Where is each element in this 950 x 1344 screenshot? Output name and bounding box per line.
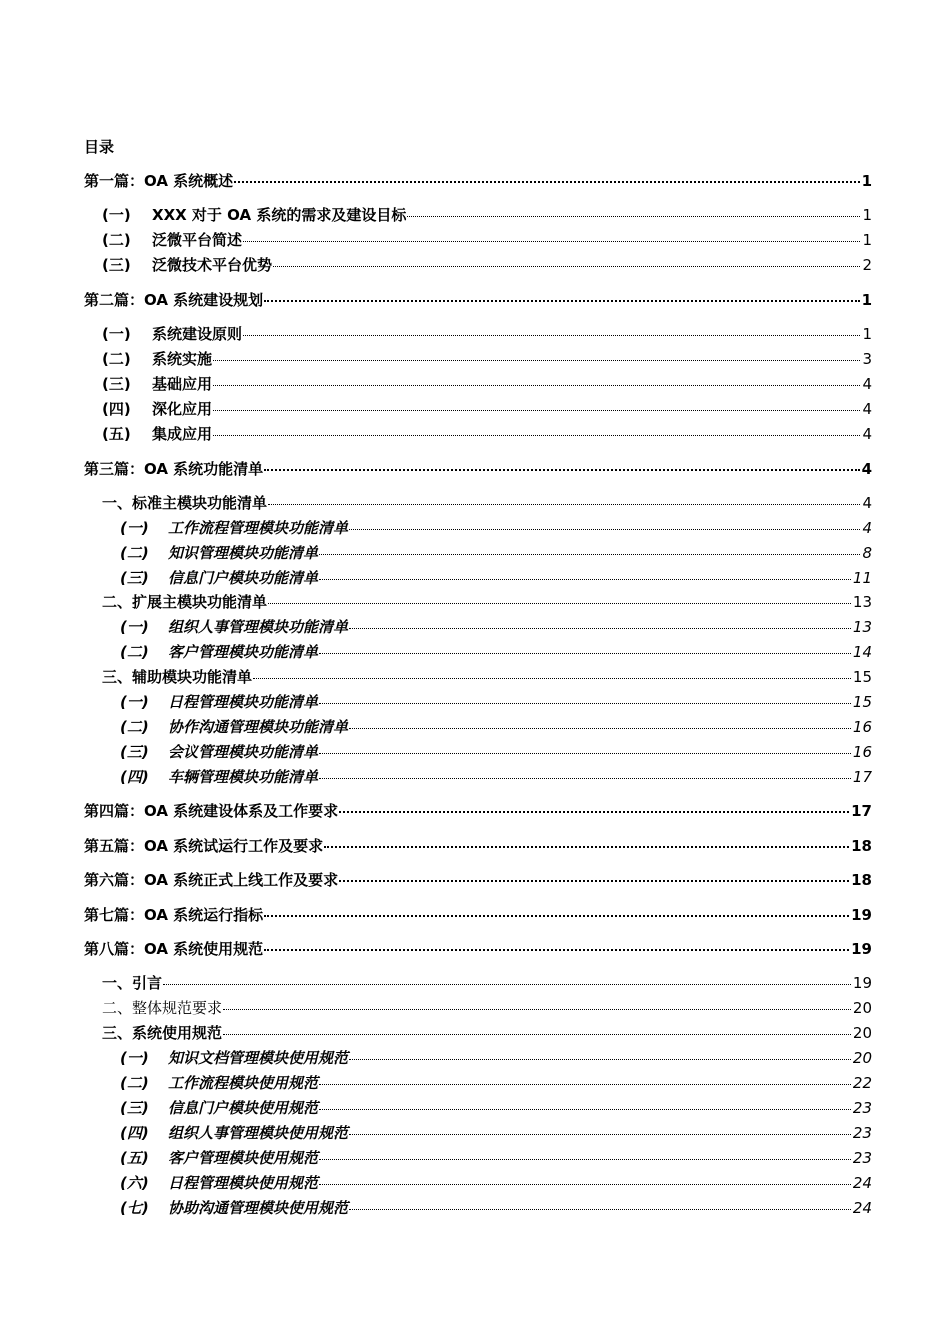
toc-page-number: 19 [851, 940, 872, 958]
toc-entry[interactable] [120, 1123, 872, 1143]
toc-page-number: 23 [852, 1149, 872, 1167]
toc-entry[interactable] [102, 399, 872, 419]
toc-entry-number: (三) [102, 375, 131, 393]
toc-entry-number: (二) [120, 1074, 149, 1092]
toc-page-number: 15 [852, 668, 872, 686]
toc-page-number: 20 [852, 999, 872, 1017]
toc-entry[interactable] [84, 939, 872, 959]
toc-page-number: 16 [852, 718, 872, 736]
toc-page-number: 17 [852, 768, 872, 786]
toc-entry[interactable] [84, 836, 872, 856]
toc-entry[interactable] [120, 617, 872, 637]
toc-dot-leader [264, 949, 849, 951]
toc-page-number: 1 [861, 291, 872, 309]
toc-entry-number: (三) [120, 1099, 149, 1117]
toc-entry-text: 日程管理模块功能清单 [168, 693, 319, 711]
toc-dot-leader [268, 504, 860, 505]
toc-entry[interactable] [120, 1148, 872, 1168]
toc-dot-leader [234, 181, 859, 183]
toc-entry-text: 第七篇：OA 系统运行指标 [84, 906, 264, 924]
toc-dot-leader [349, 728, 851, 729]
toc-entry-number: (一) [102, 206, 131, 224]
toc-page-number: 15 [852, 693, 872, 711]
toc-dot-leader [319, 753, 851, 754]
toc-entry-number: (七) [120, 1199, 149, 1217]
toc-page-number: 4 [862, 519, 872, 537]
toc-entry[interactable] [120, 568, 872, 588]
toc-entry-text: 第三篇：OA 系统功能清单 [84, 460, 264, 478]
toc-dot-leader [319, 778, 851, 779]
toc-entry[interactable] [120, 1073, 872, 1093]
toc-entry-text: 信息门户模块使用规范 [168, 1099, 319, 1117]
toc-dot-leader [273, 266, 860, 267]
toc-entry-text: 第八篇：OA 系统使用规范 [84, 940, 264, 958]
toc-entry-text: 第二篇：OA 系统建设规划 [84, 291, 264, 309]
toc-entry-number: (三) [102, 256, 131, 274]
toc-entry[interactable] [120, 692, 872, 712]
toc-page-number: 16 [852, 743, 872, 761]
toc-entry-text: 协助沟通管理模块使用规范 [168, 1199, 349, 1217]
toc-page-number: 24 [852, 1199, 872, 1217]
toc-entry-number: (一) [102, 325, 131, 343]
toc-dot-leader [264, 300, 859, 302]
toc-entry[interactable] [102, 1023, 872, 1043]
toc-entry-text: 一、标准主模块功能清单 [102, 494, 268, 512]
toc-entry-number: (二) [102, 231, 131, 249]
toc-entry[interactable] [120, 767, 872, 787]
toc-entry[interactable] [120, 1173, 872, 1193]
toc-entry-text: XXX 对于 OA 系统的需求及建设目标 [152, 206, 407, 224]
toc-entry[interactable] [120, 742, 872, 762]
toc-page-number: 4 [862, 425, 872, 443]
toc-entry-text: 三、辅助模块功能清单 [102, 668, 253, 686]
toc-page-number: 3 [862, 350, 872, 368]
toc-dot-leader [319, 1184, 851, 1185]
toc-page-number: 1 [862, 231, 872, 249]
toc-dot-leader [213, 435, 860, 436]
toc-page-number: 20 [852, 1049, 872, 1067]
toc-entry-number: (三) [120, 569, 149, 587]
toc-dot-leader [319, 1159, 851, 1160]
toc-dot-leader [213, 410, 860, 411]
toc-entry-text: 车辆管理模块功能清单 [168, 768, 319, 786]
toc-entry-text: 二、整体规范要求 [102, 999, 223, 1017]
toc-page-number: 19 [852, 974, 872, 992]
toc-entry[interactable] [102, 255, 872, 275]
toc-entry-text: 第五篇：OA 系统试运行工作及要求 [84, 837, 324, 855]
toc-entry[interactable] [84, 870, 872, 890]
toc-dot-leader [349, 1209, 851, 1210]
toc-entry-text: 知识文档管理模块使用规范 [168, 1049, 349, 1067]
toc-dot-leader [264, 469, 859, 471]
toc-entry-number: (一) [120, 519, 149, 537]
toc-entry-number: (五) [102, 425, 131, 443]
toc-dot-leader [349, 1134, 851, 1135]
toc-entry-text: 三、系统使用规范 [102, 1024, 223, 1042]
toc-dot-leader [349, 529, 860, 530]
toc-dot-leader [407, 216, 860, 217]
toc-entry-number: (四) [120, 768, 149, 786]
toc-entry-text: 深化应用 [152, 400, 213, 418]
toc-dot-leader [253, 678, 851, 679]
toc-dot-leader [268, 603, 851, 604]
toc-entry[interactable] [120, 518, 872, 538]
toc-entry[interactable] [102, 205, 872, 225]
toc-dot-leader [324, 846, 849, 848]
toc-dot-leader [243, 335, 860, 336]
toc-entry-text: 泛微技术平台优势 [152, 256, 273, 274]
toc-dot-leader [213, 360, 860, 361]
toc-entry-number: (一) [120, 618, 149, 636]
toc-title: 目录 [84, 138, 115, 156]
toc-dot-leader [319, 1084, 851, 1085]
toc-entry[interactable] [102, 324, 872, 344]
toc-page-number: 13 [852, 593, 872, 611]
toc-entry-text: 集成应用 [152, 425, 213, 443]
toc-entry-number: (二) [120, 718, 149, 736]
toc-dot-leader [349, 1059, 851, 1060]
toc-entry-text: 协作沟通管理模块功能清单 [168, 718, 349, 736]
toc-entry-text: 系统建设原则 [152, 325, 243, 343]
toc-entry-number: (一) [120, 1049, 149, 1067]
toc-entry-number: (二) [102, 350, 131, 368]
toc-entry-number: (三) [120, 743, 149, 761]
toc-entry[interactable] [120, 642, 872, 662]
toc-page-number: 24 [852, 1174, 872, 1192]
toc-page-number: 18 [851, 871, 872, 889]
toc-page-number: 4 [862, 375, 872, 393]
toc-page-number: 4 [862, 400, 872, 418]
toc-entry[interactable] [120, 1198, 872, 1218]
toc-entry[interactable] [102, 998, 872, 1018]
toc-entry[interactable] [102, 349, 872, 369]
toc-entry-text: 第一篇：OA 系统概述 [84, 172, 234, 190]
toc-page-number: 1 [862, 325, 872, 343]
toc-entry-text: 泛微平台简述 [152, 231, 243, 249]
toc-entry-number: (四) [102, 400, 131, 418]
toc-entry-text: 客户管理模块使用规范 [168, 1149, 319, 1167]
toc-page-number: 17 [851, 802, 872, 820]
toc-entry[interactable] [102, 374, 872, 394]
toc-entry[interactable] [120, 1098, 872, 1118]
toc-page-number: 22 [852, 1074, 872, 1092]
toc-page-number: 18 [851, 837, 872, 855]
toc-dot-leader [213, 385, 860, 386]
toc-entry-text: 工作流程模块使用规范 [168, 1074, 319, 1092]
toc-page-number: 14 [852, 643, 872, 661]
toc-entry[interactable] [102, 493, 872, 513]
toc-dot-leader [319, 579, 851, 580]
toc-dot-leader [319, 703, 851, 704]
toc-entry-number: (六) [120, 1174, 149, 1192]
toc-entry-text: 一、引言 [102, 974, 163, 992]
toc-entry-text: 第四篇：OA 系统建设体系及工作要求 [84, 802, 339, 820]
toc-entry-number: (二) [120, 544, 149, 562]
toc-dot-leader [339, 811, 849, 813]
toc-entry[interactable] [84, 171, 872, 191]
toc-page-number: 8 [862, 544, 872, 562]
toc-entry[interactable] [102, 230, 872, 250]
toc-dot-leader [243, 241, 860, 242]
toc-page-number: 2 [862, 256, 872, 274]
toc-entry[interactable] [84, 801, 872, 821]
toc-page-number: 23 [852, 1124, 872, 1142]
toc-entry-text: 日程管理模块使用规范 [168, 1174, 319, 1192]
toc-entry[interactable] [120, 1048, 872, 1068]
toc-entry-number: (四) [120, 1124, 149, 1142]
toc-entry[interactable] [102, 592, 872, 612]
toc-entry[interactable] [120, 543, 872, 563]
toc-page-number: 23 [852, 1099, 872, 1117]
toc-entry-text: 信息门户模块功能清单 [168, 569, 319, 587]
toc-entry-text: 二、扩展主模块功能清单 [102, 593, 268, 611]
toc-entry[interactable] [102, 424, 872, 444]
toc-entry-text: 组织人事管理模块使用规范 [168, 1124, 349, 1142]
toc-page-number: 4 [861, 460, 872, 478]
toc-entry-text: 会议管理模块功能清单 [168, 743, 319, 761]
toc-entry-number: (一) [120, 693, 149, 711]
toc-page-number: 13 [852, 618, 872, 636]
toc-entry-text: 基础应用 [152, 375, 213, 393]
toc-dot-leader [319, 1109, 851, 1110]
toc-entry-text: 第六篇：OA 系统正式上线工作及要求 [84, 871, 339, 889]
toc-page-number: 20 [852, 1024, 872, 1042]
toc-dot-leader [223, 1009, 851, 1010]
toc-dot-leader [349, 628, 851, 629]
toc-entry-text: 客户管理模块功能清单 [168, 643, 319, 661]
toc-entry-number: (二) [120, 643, 149, 661]
toc-dot-leader [163, 984, 851, 985]
toc-dot-leader [264, 915, 849, 917]
toc-entry-text: 组织人事管理模块功能清单 [168, 618, 349, 636]
toc-dot-leader [319, 653, 851, 654]
toc-entry-text: 知识管理模块功能清单 [168, 544, 319, 562]
toc-page-number: 1 [862, 206, 872, 224]
toc-entry[interactable] [120, 717, 872, 737]
toc-entry-number: (五) [120, 1149, 149, 1167]
toc-entry[interactable] [84, 905, 872, 925]
toc-page-number: 4 [862, 494, 872, 512]
toc-entry-text: 工作流程管理模块功能清单 [168, 519, 349, 537]
toc-page-number: 1 [861, 172, 872, 190]
toc-dot-leader [339, 880, 849, 882]
toc-entry[interactable] [102, 667, 872, 687]
toc-dot-leader [319, 554, 860, 555]
toc-page-number: 19 [851, 906, 872, 924]
toc-page-number: 11 [852, 569, 872, 587]
toc-entry[interactable] [102, 973, 872, 993]
toc-entry-text: 系统实施 [152, 350, 213, 368]
toc-entry[interactable] [84, 459, 872, 479]
toc-entry[interactable] [84, 290, 872, 310]
toc-dot-leader [223, 1034, 851, 1035]
